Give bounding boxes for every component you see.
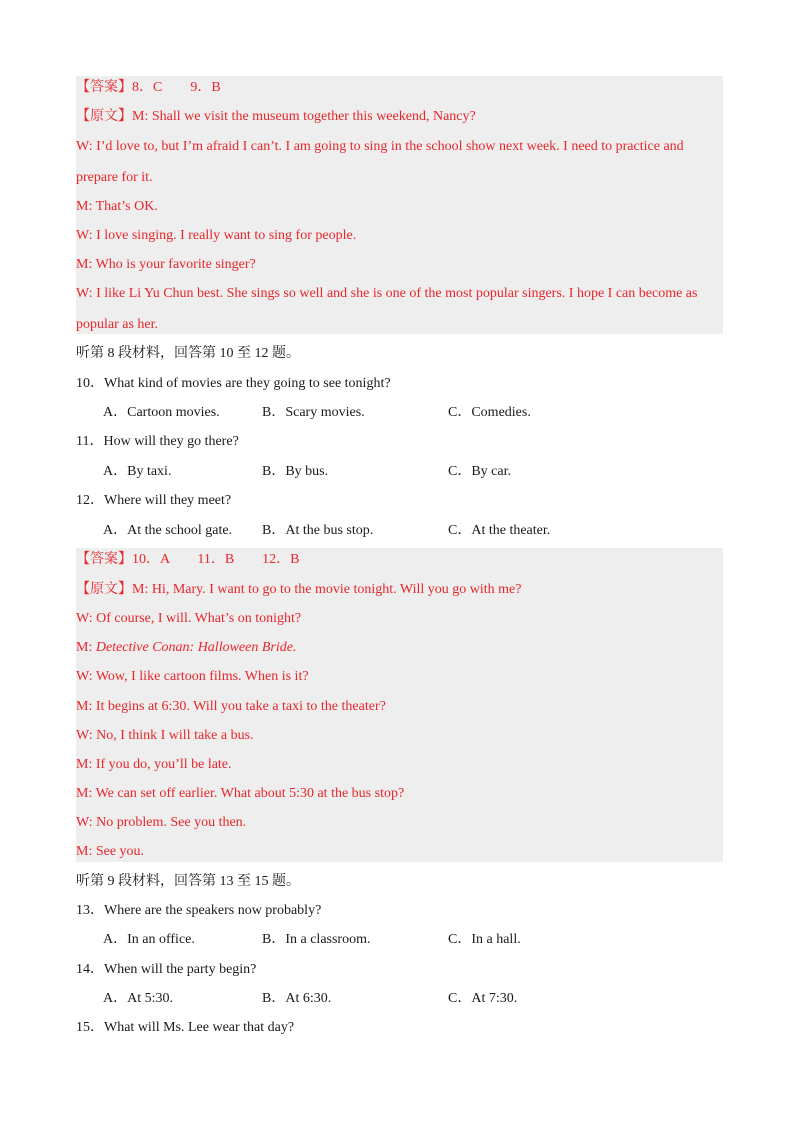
section-intro: 听第 9 段材料，回答第 13 至 15 题。 [76,874,300,889]
option-c: C．At the theater. [448,523,551,538]
transcript-label: 【原文】 [76,582,132,597]
option-a: A．By taxi. [103,464,172,479]
answer-line-1 [76,78,221,98]
question-13: 13．Where are the speakers now probably? [76,903,322,918]
transcript-line: W: I like Li Yu Chun best. She sings so well and she is one of the most popular singers. I hope I can become as [76,286,698,301]
transcript-line [76,580,521,600]
question-14: 14．When will the party begin? [76,962,257,977]
question-10: 10．What kind of movies are they going to see tonight? [76,376,391,391]
answer-text: 10．A 11．B 12．B [132,552,300,567]
speaker-prefix: M: [76,640,96,655]
transcript-line: M: It begins at 6:30. Will you take a taxi to the theater? [76,699,386,714]
option-c: C．Comedies. [448,405,531,420]
option-a: A．Cartoon movies. [103,405,220,420]
answer-line-2 [76,550,300,570]
option-a: A．At the school gate. [103,523,233,538]
option-c: C．In a hall. [448,932,521,947]
option-c: C．By car. [448,464,511,479]
transcript-line: W: I’d love to, but I’m afraid I can’t. I am going to sing in the school show next week. I need to practice and [76,139,684,154]
option-c: C．At 7:30. [448,991,518,1006]
option-a: A．In an office. [103,932,195,947]
transcript-line: popular as her. [76,317,159,332]
question-12: 12．Where will they meet? [76,493,232,508]
answer-label: 【答案】 [76,552,132,567]
option-a: A．At 5:30. [103,991,173,1006]
answer-label: 【答案】 [76,80,132,95]
movie-title: Detective Conan: Halloween Bride. [95,640,297,655]
question-15: 15．What will Ms. Lee wear that day? [76,1020,295,1035]
transcript-label: 【原文】 [76,109,132,124]
transcript-line: W: Of course, I will. What’s on tonight? [76,611,302,626]
transcript-line: W: Wow, I like cartoon films. When is it? [76,669,309,684]
transcript-line: prepare for it. [76,170,153,185]
transcript-line: M: We can set off earlier. What about 5:30 at the bus stop? [76,786,405,801]
transcript-line [76,638,296,658]
option-b: B．Scary movies. [262,405,365,420]
option-b: B．At the bus stop. [262,523,374,538]
transcript-line [76,107,476,127]
question-11: 11．How will they go there? [76,434,239,449]
transcript-line: M: If you do, you’ll be late. [76,757,232,772]
transcript-line: W: I love singing. I really want to sing for people. [76,228,357,243]
transcript-text: M: Hi, Mary. I want to go to the movie tonight. Will you go with me? [132,582,522,597]
transcript-line: W: No, I think I will take a bus. [76,728,254,743]
transcript-text: M: Shall we visit the museum together this weekend, Nancy? [132,109,476,124]
transcript-line: M: See you. [76,844,145,859]
transcript-line: M: That’s OK. [76,199,158,214]
option-b: B．At 6:30. [262,991,332,1006]
transcript-line: M: Who is your favorite singer? [76,257,256,272]
answer-text: 8．C 9．B [132,80,221,95]
transcript-line: W: No problem. See you then. [76,815,247,830]
option-b: B．In a classroom. [262,932,371,947]
section-intro: 听第 8 段材料，回答第 10 至 12 题。 [76,346,300,361]
option-b: B．By bus. [262,464,329,479]
